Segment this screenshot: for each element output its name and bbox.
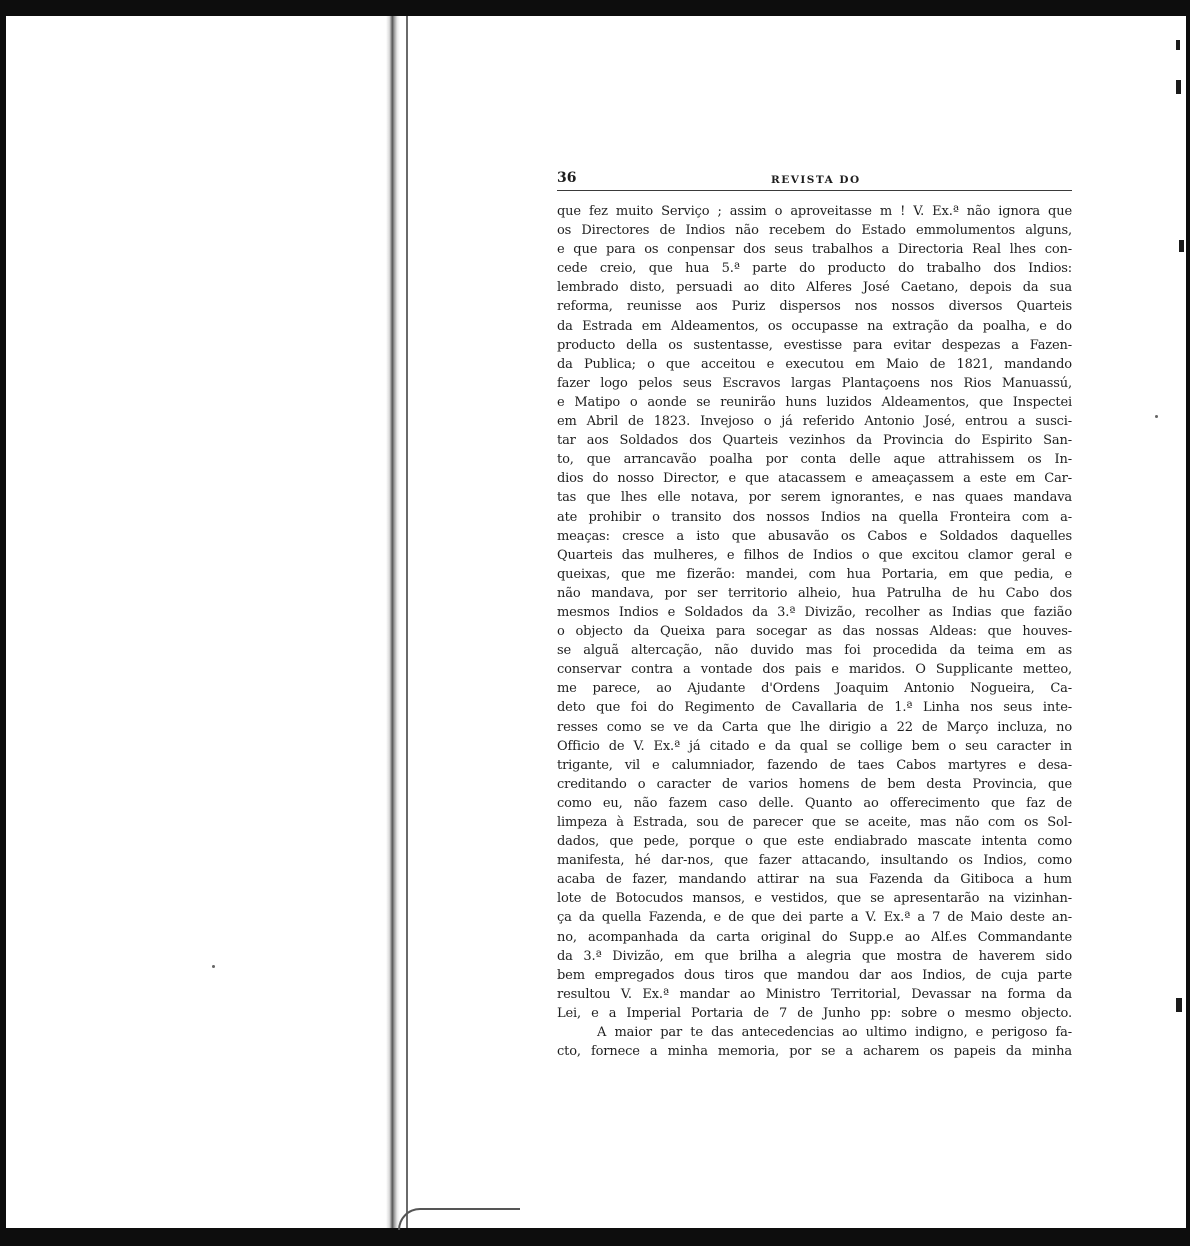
text-line: que fez muito Serviço ; assim o aproveitasse m ! V. Ex.ª não ignora que: [557, 204, 1072, 219]
book-gutter-line: [406, 16, 408, 1228]
text-line: ate prohibir o transito dos nossos Indios na quella Fronteira com a-: [557, 509, 1072, 525]
text-line: tar aos Soldados dos Quarteis vezinhos da Provincia do Espirito San-: [557, 433, 1072, 449]
text-line: resultou V. Ex.ª mandar ao Ministro Territorial, Devassar na forma da: [557, 986, 1072, 1002]
text-line: os Directores de Indios não recebem do Estado emmolumentos alguns,: [557, 223, 1072, 239]
text-line: da Estrada em Aldeamentos, os occupasse na extração da poalha, e do: [557, 318, 1072, 334]
text-line: e que para os conpensar dos seus trabalhos a Directoria Real lhes con-: [557, 242, 1072, 258]
page-curl: [398, 1208, 520, 1230]
text-line: conservar contra a vontade dos pais e maridos. O Supplicante metteo,: [557, 662, 1072, 678]
scan-speck: [1155, 415, 1158, 418]
scan-top-border: [0, 0, 1190, 16]
scan-right-border: [1186, 0, 1190, 1246]
book-page: [557, 160, 1072, 1061]
page-text: [557, 202, 1072, 1061]
text-line: ça da quella Fazenda, e de que dei parte a V. Ex.ª a 7 de Maio deste an-: [557, 910, 1072, 926]
text-line: Lei, e a Imperial Portaria de 7 de Junho pp: sobre o mesmo objecto.: [557, 1005, 1072, 1021]
text-line: dios do nosso Director, e que atacassem e ameaçassem a este em Car-: [557, 471, 1072, 487]
text-line: da 3.ª Divizão, em que brilha a alegria que mostra de haverem sido: [557, 948, 1072, 964]
scan-left-border: [0, 0, 6, 1246]
text-line: creditando o caracter de varios homens de bem desta Provincia, que: [557, 776, 1072, 792]
text-line: o objecto da Queixa para socegar as das nossas Aldeas: que houves-: [557, 624, 1072, 640]
text-line: me parece, ao Ajudante d'Ordens Joaquim Antonio Nogueira, Ca-: [557, 681, 1072, 697]
text-line: se alguã altercação, não duvido mas foi procedida da teima em as: [557, 643, 1072, 659]
text-line: limpeza à Estrada, sou de parecer que se aceite, mas não com os Sol-: [557, 815, 1072, 830]
scan-speck: [1176, 80, 1181, 94]
text-line: Officio de V. Ex.ª já citado e da qual se collige bem o seu caracter in: [557, 738, 1072, 754]
text-line: resses como se ve da Carta que lhe dirigio a 22 de Março incluza, no: [557, 719, 1072, 735]
running-head: [557, 160, 1072, 186]
scan-speck: [1179, 240, 1184, 252]
scan-speck: [1176, 998, 1182, 1012]
text-line: bem empregados dous tiros que mandou dar aos Indios, de cuja parte: [557, 967, 1072, 983]
text-line: cede creio, que hua 5.ª parte do producto do trabalho dos Indios:: [557, 261, 1072, 277]
text-line: deto que foi do Regimento de Cavallaria de 1.ª Linha nos seus inte-: [557, 700, 1072, 716]
text-line: não mandava, por ser territorio alheio, hua Patrulha de hu Cabo dos: [557, 585, 1072, 601]
text-line: fazer logo pelos seus Escravos largas Plantaçoens nos Rios Manuassú,: [557, 375, 1072, 391]
scan-bottom-border: [0, 1228, 1190, 1246]
text-line: como eu, não fazem caso delle. Quanto ao offerecimento que faz de: [557, 795, 1072, 811]
text-line: trigante, vil e calumniador, fazendo de taes Cabos martyres e desa-: [557, 757, 1072, 773]
text-line: da Publica; o que acceitou e executou em Maio de 1821, mandando: [557, 356, 1072, 372]
text-line: e Matipo o aonde se reunirão huns luzidos Aldeamentos, que Inspectei: [557, 394, 1072, 410]
scan-speck: [1176, 40, 1180, 50]
text-line: meaças: cresce a isto que abusavão os Cabos e Soldados daquelles: [557, 528, 1072, 544]
text-line: lote de Botocudos mansos, e vestidos, que se apresentarão na vizinhan-: [557, 891, 1072, 907]
running-title: REVISTA DO: [771, 174, 861, 186]
text-line: manifesta, hé dar-nos, que fazer attacando, insultando os Indios, como: [557, 853, 1072, 869]
text-line: cto, fornece a minha memoria, por se a acharem os papeis da minha: [557, 1044, 1072, 1060]
paragraph-first-line: A maior par te das antecedencias ao ultimo indigno, e perigoso fa-: [597, 1025, 1072, 1041]
text-line: mesmos Indios e Soldados da 3.ª Divizão, recolher as Indias que fazião: [557, 604, 1072, 620]
text-line: acaba de fazer, mandando attirar na sua Fazenda da Gitiboca a hum: [557, 872, 1072, 888]
header-rule: [557, 190, 1072, 191]
text-line: dados, que pede, porque o que este endiabrado mascate intenta como: [557, 834, 1072, 850]
text-line: em Abril de 1823. Invejoso o já referido Antonio José, entrou a susci-: [557, 414, 1072, 430]
text-line: lembrado disto, persuadi ao dito Alferes José Caetano, depois da sua: [557, 280, 1072, 296]
scan-speck: [212, 965, 215, 968]
text-line: reforma, reunisse aos Puriz dispersos nos nossos diversos Quarteis: [557, 299, 1072, 315]
text-line: no, acompanhada da carta original do Supp.e ao Alf.es Commandante: [557, 929, 1072, 945]
text-line: Quarteis das mulheres, e filhos de Indios o que excitou clamor geral e: [557, 547, 1072, 563]
text-line: to, que arrancavão poalha por conta delle aque attrahissem os In-: [557, 452, 1072, 468]
book-spine-shadow: [386, 16, 400, 1228]
page-number: 36: [557, 170, 577, 186]
text-line: queixas, que me fizerão: mandei, com hua Portaria, em que pedia, e: [557, 566, 1072, 582]
text-line: producto della os sustentasse, evestisse para evitar despezas a Fazen-: [557, 337, 1072, 353]
text-line: tas que lhes elle notava, por serem ignorantes, e nas quaes mandava: [557, 490, 1072, 506]
